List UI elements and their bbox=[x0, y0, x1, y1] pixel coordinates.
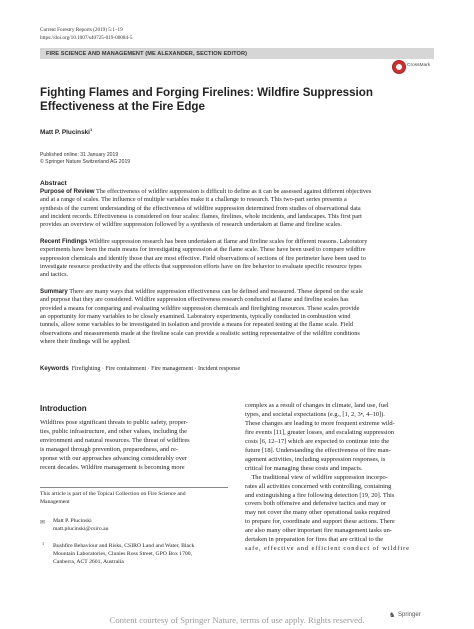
corresponding-author: Matt P. Plucinski matt.plucinski@csiro.au bbox=[53, 518, 109, 532]
affiliation: Bushfire Behaviour and Risks, CSIRO Land and Water, Black Mountain Laboratories, Clunies Ross Street, GPO Box 1700, Canberra, ACT 2601, Australia bbox=[53, 543, 195, 565]
keywords: Keywords Firefighting · Fire containment · Fire management · Incident response bbox=[40, 366, 241, 372]
journal-citation: Current Forestry Reports (2019) 5:1–19 bbox=[40, 27, 123, 33]
email-icon: ✉ bbox=[40, 520, 46, 526]
author-name[interactable]: Matt P. Plucinski$^1$ bbox=[40, 127, 93, 137]
abstract-findings: Recent Findings Wildfire suppression research has been undertaken at flame and fireline scales for different reasons. Laboratory experiments have been the main means for investigating suppression at the flame scale. These have been used to compare wildfire suppression chemicals and identify those that are most effective. Field observations of sections of fire perimeter have been used to investigate resource productivity and the effects that suppression efforts have on fire behavior to evaluate specific resource types and tactics. bbox=[40, 238, 368, 279]
article-title: Fighting Flames and Forging Firelines: Wildfire Suppression Effectiveness at the Fire Edge bbox=[40, 86, 373, 114]
footnote-divider bbox=[40, 487, 228, 488]
crossmark-badge[interactable] bbox=[392, 60, 436, 74]
crossmark-label: CrossMark bbox=[407, 63, 431, 68]
crossmark-icon bbox=[392, 60, 406, 74]
abstract-heading: Abstract bbox=[40, 180, 67, 187]
springer-horse-icon: ♞ bbox=[389, 611, 396, 619]
published-date: Published online: 31 January 2019 bbox=[40, 152, 119, 158]
contact-email[interactable]: matt.plucinski@csiro.au bbox=[53, 525, 109, 532]
courtesy-watermark: Content courtesy of Springer Nature, terms of use apply. Rights reserved. bbox=[109, 615, 365, 625]
publisher-logo-text: Springer bbox=[398, 612, 421, 618]
affiliation-number: 1 bbox=[42, 541, 45, 546]
abstract-purpose: Purpose of Review The effectiveness of wildfire suppression is difficult to define as it can be assessed against different objectives and at a range of scales. The influence of multiple variables make it a challenge to research. This two-part series presents a synthesis of the current understanding of the effectiveness of wildfire suppression determined from studies of observational data and incident records. Effectiveness is considered on four scales: flames, firelines, whole incidents, and landscapes. This first part provides an overview of wildfire suppression followed by a synthesis of research undertaken at flame and fireline scales. bbox=[40, 188, 372, 229]
abstract-summary: Summary There are many ways that wildfire suppression effectiveness can be defined and measured. These depend on the scale and purpose that they are considered. Wildfire suppression effectiveness research conducted at flame and fireline scales has provided a means for comparing and evaluating wildfire suppression chemicals and firefighting resources. These scales provide an opportunity for many variables to be closely examined. Laboratory experiments, typically conducted in combustion wind tunnels, allow some variables to be investigated in isolation and provide a means for repeated testing at the flame scale. Field observations and measurements made at the fireline scale can provide a realistic setting representative of the wildfire conditions where their findings will be applied. bbox=[40, 288, 363, 346]
copyright-line: © Springer Nature Switzerland AG 2019 bbox=[40, 159, 131, 165]
intro-left-column: Wildfires pose significant threats to public safety, proper- ties, public infrastructure, and other values, including the environment and natural resources. The threat of wildfires is managed through prevention, preparedness, and re- sponse with our approaches advancing considerably over recent decades. Wildfire management is becoming more bbox=[40, 419, 190, 471]
collection-note: This article is part of the Topical Collection on Fire Science and Management bbox=[40, 491, 186, 505]
doi-link[interactable]: https://doi.org/10.1007/s40725-019-00084-5 bbox=[40, 35, 133, 41]
topic-bar-label: FIRE SCIENCE AND MANAGEMENT (ME ALEXANDER, SECTION EDITOR) bbox=[46, 50, 248, 57]
intro-right-column: complex as a result of changes in climate, land use, fuel types, and societal expectations (e.g., [1, 2, 3•, 4–10]). These changes are leading to more frequent extreme wild- fire events [11], greater losses, and escalating suppression costs [6, 12–17] which are expected to continue into the future [18]. Understanding the effectiveness of fire man- agement activities, including suppression responses, is critical for managing these costs and impacts. The traditional view of wildfire suppression incorpo- rates all activities concerned with controlling, containing and extinguishing a fire following detection [19, 20]. This covers both offensive and defensive tactics and may or may not cover the many other operational tasks required to prepare for, coordinate and support these actions. There are also many other important fire management tasks un- dertaken in preparation for fires that are critical to the safe, effective and efficient conduct of wildfire bbox=[245, 402, 410, 553]
introduction-heading: Introduction bbox=[40, 404, 87, 413]
